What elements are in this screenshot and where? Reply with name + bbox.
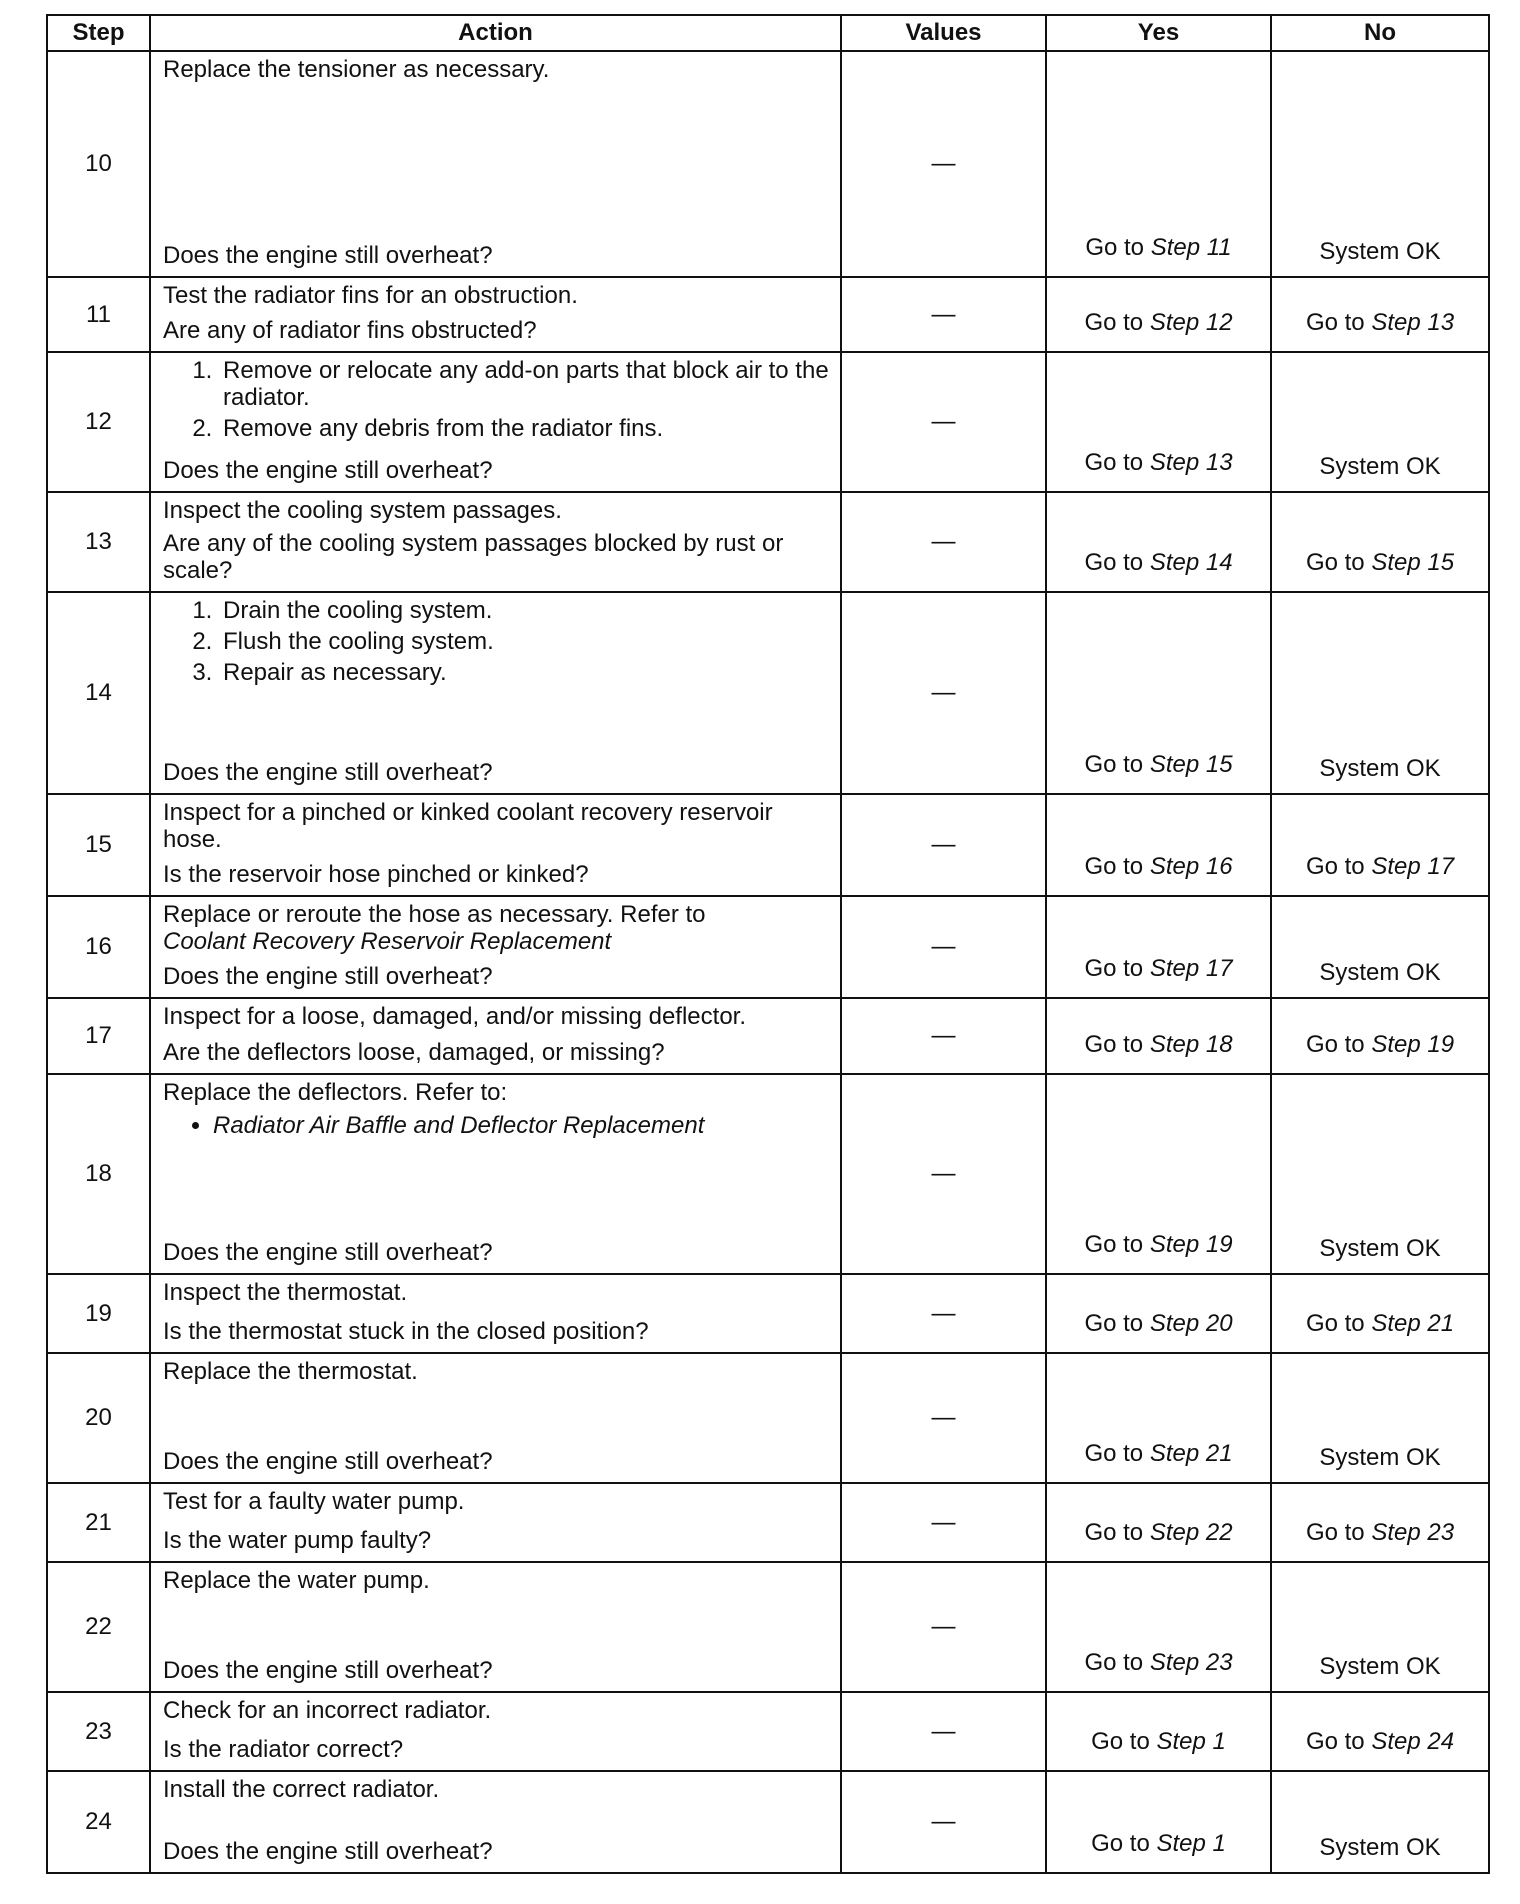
goto-label: Go to: [1084, 1649, 1144, 1676]
list-item: 1. Drain the cooling system.: [219, 597, 830, 624]
step-number: 15: [47, 794, 150, 896]
values-cell: —: [841, 1771, 1046, 1873]
step-reference: Step 17: [1149, 955, 1233, 982]
no-result: System OK: [1319, 1444, 1441, 1471]
no-result: System OK: [1319, 238, 1441, 265]
no-result: System OK: [1319, 1653, 1441, 1680]
no-cell: [1271, 998, 1489, 1074]
instruction-text: Replace the tensioner as necessary.: [163, 56, 550, 83]
table-row: [47, 1274, 1489, 1353]
action-instructions: [163, 799, 830, 859]
yes-goto[interactable]: [1084, 751, 1232, 787]
step-number: 22: [47, 1562, 150, 1692]
step-reference: Step 17: [1371, 853, 1455, 880]
yes-goto[interactable]: [1084, 549, 1232, 585]
action-instructions: [163, 1488, 830, 1521]
goto-label: Go to: [1084, 955, 1144, 982]
yes-cell: [1046, 352, 1271, 492]
step-number: 14: [47, 592, 150, 794]
yes-cell: [1046, 1353, 1271, 1483]
no-result: System OK: [1319, 959, 1441, 986]
no-cell: [1271, 1353, 1489, 1483]
header-no: No: [1271, 15, 1489, 51]
no-result: System OK: [1319, 1834, 1441, 1861]
instruction-text: Replace the thermostat.: [163, 1358, 418, 1385]
yes-cell: [1046, 492, 1271, 592]
step-reference: Step 23: [1371, 1519, 1455, 1546]
action-cell: [150, 794, 841, 896]
reference-link[interactable]: Coolant Recovery Reservoir Replacement: [163, 928, 612, 955]
action-instructions: [163, 1358, 830, 1391]
reference-link[interactable]: • Radiator Air Baffle and Deflector Replacement: [213, 1112, 830, 1139]
list-item: 1. Remove or relocate any add-on parts that block air to the radiator.: [219, 357, 830, 411]
no-goto[interactable]: [1306, 309, 1454, 345]
step-number: 19: [47, 1274, 150, 1353]
question-text: Are the deflectors loose, damaged, or missing?: [163, 1039, 665, 1066]
action-instructions: [163, 56, 830, 89]
values-cell: —: [841, 277, 1046, 352]
goto-label: Go to: [1084, 1310, 1144, 1337]
step-reference: Step 19: [1149, 1231, 1233, 1258]
step-reference: Step 22: [1149, 1519, 1233, 1546]
question-text: Does the engine still overheat?: [163, 1448, 493, 1475]
step-reference: Step 13: [1149, 449, 1233, 476]
action-content: [151, 493, 840, 589]
values-cell: —: [841, 1483, 1046, 1562]
instruction-text: Inspect for a loose, damaged, and/or missing deflector.: [163, 1003, 746, 1030]
step-number: 17: [47, 998, 150, 1074]
values-cell: —: [841, 51, 1046, 277]
action-content: [151, 999, 840, 1071]
yes-goto[interactable]: [1084, 449, 1232, 485]
yes-cell: [1046, 1274, 1271, 1353]
yes-cell: [1046, 1771, 1271, 1873]
action-cell: [150, 277, 841, 352]
table-body: [47, 51, 1489, 1873]
yes-goto[interactable]: [1084, 1310, 1232, 1346]
numbered-list: [163, 357, 830, 442]
step-number: 13: [47, 492, 150, 592]
step-reference: Step 15: [1149, 751, 1233, 778]
no-goto[interactable]: [1306, 1728, 1454, 1764]
instruction-text: [163, 901, 830, 955]
step-reference: Step 21: [1149, 1440, 1233, 1467]
action-instructions: [163, 1279, 830, 1312]
no-cell: [1271, 1483, 1489, 1562]
no-cell: [1271, 277, 1489, 352]
question-text: Does the engine still overheat?: [163, 963, 493, 990]
goto-label: Go to: [1305, 1519, 1365, 1546]
step-number: 23: [47, 1692, 150, 1771]
action-cell: [150, 1771, 841, 1873]
goto-label: Go to: [1305, 549, 1365, 576]
no-cell: [1271, 1074, 1489, 1274]
step-reference: Step 11: [1150, 234, 1232, 261]
goto-label: Go to: [1084, 751, 1144, 778]
question-text: Does the engine still overheat?: [163, 1239, 493, 1266]
values-cell: —: [841, 1274, 1046, 1353]
step-reference: Step 19: [1371, 1031, 1455, 1058]
no-cell: [1271, 1274, 1489, 1353]
values-cell: —: [841, 1353, 1046, 1483]
table-row: [47, 1562, 1489, 1692]
goto-label: Go to: [1084, 449, 1144, 476]
action-content: [151, 1772, 840, 1870]
list-item: 3. Repair as necessary.: [219, 659, 830, 686]
question-text: Is the reservoir hose pinched or kinked?: [163, 861, 589, 888]
step-reference: Step 15: [1371, 549, 1455, 576]
table-row: [47, 492, 1489, 592]
no-goto[interactable]: [1306, 549, 1454, 585]
instruction-text: Replace the water pump.: [163, 1567, 430, 1594]
question-text: Are any of the cooling system passages blocked by rust or scale?: [163, 530, 784, 584]
no-cell: [1271, 352, 1489, 492]
yes-cell: [1046, 794, 1271, 896]
goto-label: Go to: [1084, 1031, 1144, 1058]
action-cell: [150, 1274, 841, 1353]
yes-goto[interactable]: [1084, 955, 1232, 991]
question-text: Does the engine still overheat?: [163, 457, 493, 484]
table-row: [47, 998, 1489, 1074]
yes-goto[interactable]: [1091, 1830, 1226, 1866]
yes-cell: [1046, 51, 1271, 277]
yes-goto[interactable]: [1085, 234, 1231, 270]
action-instructions: [163, 597, 830, 692]
instruction-text: Inspect the thermostat.: [163, 1279, 408, 1306]
action-cell: [150, 1353, 841, 1483]
table-row: [47, 1483, 1489, 1562]
step-number: 24: [47, 1771, 150, 1873]
step-number: 16: [47, 896, 150, 998]
question-text: Does the engine still overheat?: [163, 1838, 493, 1865]
no-cell: [1271, 1692, 1489, 1771]
values-cell: —: [841, 1562, 1046, 1692]
step-number: 11: [47, 277, 150, 352]
question-text: Is the water pump faulty?: [163, 1527, 432, 1554]
question-text: Are any of radiator fins obstructed?: [163, 317, 537, 344]
action-cell: [150, 1562, 841, 1692]
yes-goto[interactable]: [1084, 309, 1232, 345]
table-row: [47, 1692, 1489, 1771]
instruction-text: Inspect the cooling system passages.: [163, 497, 562, 524]
question-text: Is the radiator correct?: [163, 1736, 404, 1763]
yes-cell: [1046, 1074, 1271, 1274]
action-cell: [150, 998, 841, 1074]
instruction-text: Check for an incorrect radiator.: [163, 1697, 492, 1724]
step-reference: Step 24: [1371, 1728, 1455, 1755]
header-step: Step: [47, 15, 150, 51]
no-cell: [1271, 592, 1489, 794]
step-number: 20: [47, 1353, 150, 1483]
goto-label: Go to: [1084, 1519, 1144, 1546]
table-row: [47, 1074, 1489, 1274]
no-result: System OK: [1319, 453, 1441, 480]
yes-cell: [1046, 277, 1271, 352]
step-reference: Step 18: [1149, 1031, 1233, 1058]
action-cell: [150, 592, 841, 794]
no-goto[interactable]: [1306, 1519, 1454, 1555]
action-content: [151, 1354, 840, 1480]
goto-label: Go to: [1085, 234, 1145, 261]
action-content: [151, 1075, 840, 1271]
header-yes: Yes: [1046, 15, 1271, 51]
table-row: [47, 1771, 1489, 1873]
step-reference: Step 21: [1371, 1310, 1455, 1337]
diagnostic-table: [46, 14, 1490, 1874]
action-content: [151, 897, 840, 995]
yes-cell: [1046, 1692, 1271, 1771]
table-row: [47, 896, 1489, 998]
goto-label: Go to: [1305, 853, 1365, 880]
step-number: 21: [47, 1483, 150, 1562]
action-instructions: [163, 1003, 830, 1036]
goto-label: Go to: [1305, 309, 1365, 336]
yes-goto[interactable]: [1091, 1728, 1226, 1764]
table-row: [47, 352, 1489, 492]
yes-cell: [1046, 1562, 1271, 1692]
table-row: [47, 277, 1489, 352]
header-action: Action: [150, 15, 841, 51]
no-cell: [1271, 896, 1489, 998]
action-instructions: [163, 282, 830, 315]
values-cell: —: [841, 896, 1046, 998]
table-row: [47, 51, 1489, 277]
step-reference: Step 12: [1149, 309, 1233, 336]
instruction-line: Replace or reroute the hose as necessary. Refer to: [163, 901, 706, 928]
yes-goto[interactable]: [1084, 1031, 1232, 1067]
question-text: Does the engine still overheat?: [163, 242, 493, 269]
action-cell: [150, 51, 841, 277]
action-instructions: [163, 1697, 830, 1730]
no-cell: [1271, 1562, 1489, 1692]
goto-label: Go to: [1084, 1440, 1144, 1467]
header-row: [47, 15, 1489, 51]
yes-goto[interactable]: [1084, 1519, 1232, 1555]
yes-cell: [1046, 1483, 1271, 1562]
instruction-text: Inspect for a pinched or kinked coolant recovery reservoir hose.: [163, 799, 773, 853]
step-number: 10: [47, 51, 150, 277]
values-cell: —: [841, 492, 1046, 592]
goto-label: Go to: [1305, 1728, 1365, 1755]
goto-label: Go to: [1305, 1310, 1365, 1337]
values-cell: —: [841, 1074, 1046, 1274]
step-reference: Step 14: [1149, 549, 1233, 576]
goto-label: Go to: [1084, 309, 1144, 336]
action-content: [151, 278, 840, 349]
table-row: [47, 592, 1489, 794]
numbered-list: [163, 597, 830, 686]
action-content: [151, 593, 840, 791]
instruction-text: Install the correct radiator.: [163, 1776, 440, 1803]
step-reference: Step 13: [1371, 309, 1455, 336]
action-cell: [150, 492, 841, 592]
yes-cell: [1046, 896, 1271, 998]
step-number: 12: [47, 352, 150, 492]
instruction-text: Test for a faulty water pump.: [163, 1488, 465, 1515]
goto-label: Go to: [1084, 1231, 1144, 1258]
no-goto[interactable]: [1306, 1310, 1454, 1346]
step-reference: Step 16: [1149, 853, 1233, 880]
question-text: Is the thermostat stuck in the closed position?: [163, 1318, 649, 1345]
action-content: [151, 1563, 840, 1689]
action-cell: [150, 1692, 841, 1771]
values-cell: —: [841, 592, 1046, 794]
action-instructions: [163, 497, 830, 530]
bullet-list: [163, 1112, 830, 1139]
action-content: [151, 1484, 840, 1559]
action-instructions: [163, 1567, 830, 1600]
goto-label: Go to: [1091, 1728, 1150, 1755]
action-instructions: [163, 1079, 830, 1145]
values-cell: —: [841, 352, 1046, 492]
no-goto[interactable]: [1306, 853, 1454, 889]
no-cell: [1271, 492, 1489, 592]
action-cell: [150, 1074, 841, 1274]
no-result: System OK: [1319, 1235, 1441, 1262]
no-cell: [1271, 51, 1489, 277]
goto-label: Go to: [1091, 1830, 1150, 1857]
action-instructions: [163, 901, 830, 961]
question-text: Does the engine still overheat?: [163, 759, 493, 786]
goto-label: Go to: [1084, 853, 1144, 880]
step-reference: Step 23: [1149, 1649, 1233, 1676]
action-instructions: [163, 1776, 830, 1809]
action-instructions: [163, 357, 830, 448]
yes-goto[interactable]: [1084, 1440, 1232, 1476]
yes-goto[interactable]: [1084, 853, 1232, 889]
values-cell: —: [841, 794, 1046, 896]
values-cell: —: [841, 998, 1046, 1074]
step-reference: Step 20: [1149, 1310, 1233, 1337]
action-content: [151, 795, 840, 893]
action-cell: [150, 352, 841, 492]
yes-cell: [1046, 998, 1271, 1074]
step-number: 18: [47, 1074, 150, 1274]
action-content: [151, 353, 840, 489]
no-cell: [1271, 1771, 1489, 1873]
step-reference: Step 1: [1156, 1830, 1226, 1857]
yes-cell: [1046, 592, 1271, 794]
action-content: [151, 1693, 840, 1768]
yes-goto[interactable]: [1084, 1231, 1232, 1267]
question-text: Does the engine still overheat?: [163, 1657, 493, 1684]
step-reference: Step 1: [1156, 1728, 1226, 1755]
list-item: 2. Remove any debris from the radiator fins.: [219, 415, 830, 442]
header-values: Values: [841, 15, 1046, 51]
goto-label: Go to: [1084, 549, 1144, 576]
no-cell: [1271, 794, 1489, 896]
action-content: [151, 52, 840, 274]
values-cell: —: [841, 1692, 1046, 1771]
action-cell: [150, 896, 841, 998]
action-cell: [150, 1483, 841, 1562]
table-row: [47, 794, 1489, 896]
yes-goto[interactable]: [1084, 1649, 1232, 1685]
instruction-text: Test the radiator fins for an obstruction.: [163, 282, 578, 309]
instruction-text: Replace the deflectors. Refer to:: [163, 1079, 508, 1106]
no-goto[interactable]: [1306, 1031, 1454, 1067]
list-item: 2. Flush the cooling system.: [219, 628, 830, 655]
no-result: System OK: [1319, 755, 1441, 782]
action-content: [151, 1275, 840, 1350]
table-row: [47, 1353, 1489, 1483]
goto-label: Go to: [1305, 1031, 1365, 1058]
